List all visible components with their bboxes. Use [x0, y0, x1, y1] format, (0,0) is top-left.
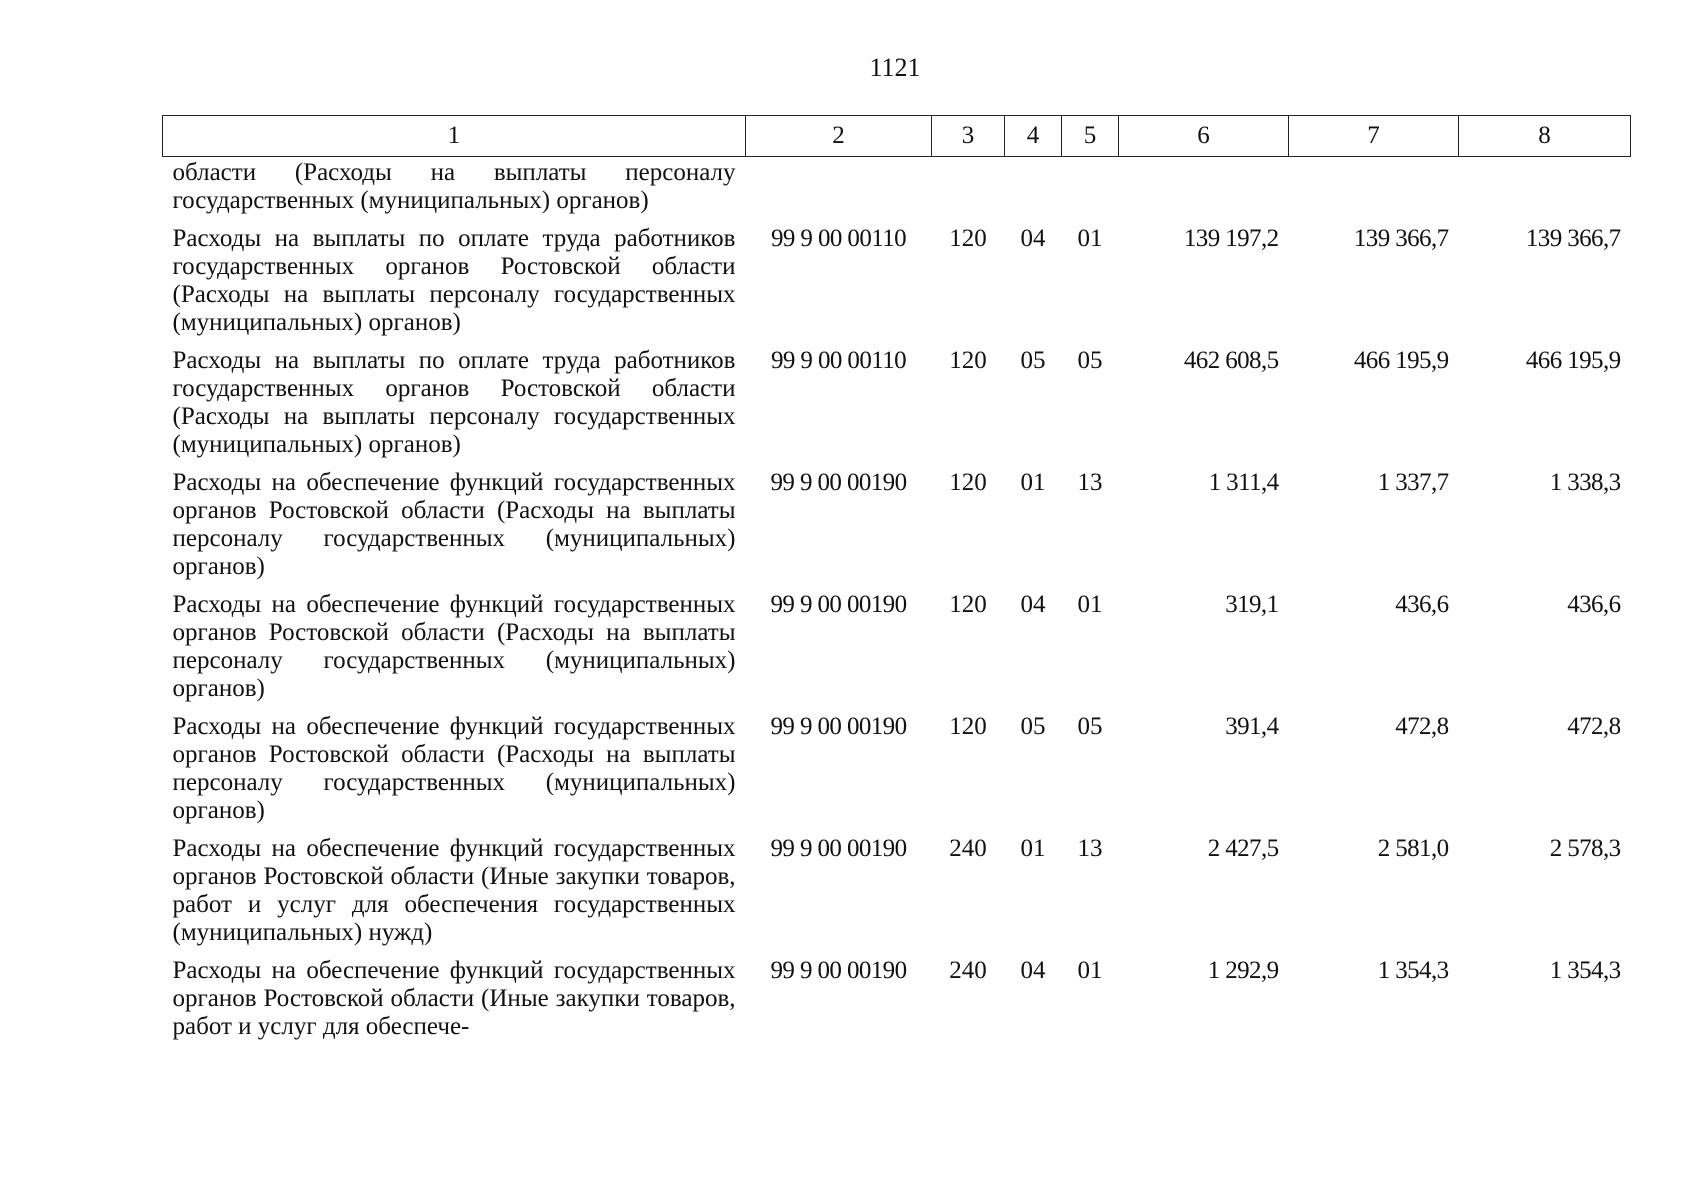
- table-row: [163, 703, 1631, 825]
- column-header-8: 8: [1459, 116, 1631, 157]
- row-col3: [932, 157, 1005, 216]
- row-col4: 05: [1020, 713, 1046, 740]
- row-value-6: 1 292,9: [1207, 957, 1279, 984]
- row-col3: 120: [949, 469, 987, 496]
- table-row: [163, 825, 1631, 947]
- row-description: Расходы на выплаты по оплате труда работников государственных органов Ростовской области (Расходы на выплаты персоналу государственных (муниципальных) органов): [172, 225, 736, 336]
- row-col3: 240: [949, 835, 987, 862]
- column-header-7: 7: [1289, 116, 1459, 157]
- row-value-7: 1 354,3: [1377, 957, 1449, 984]
- row-col5: [1062, 157, 1119, 216]
- row-description: Расходы на обеспечение функций государственных органов Ростовской области (Расходы на выплаты персоналу государственных (муниципальных) органов): [172, 591, 736, 702]
- row-code: 99 9 00 00190: [770, 591, 907, 618]
- row-col5: 01: [1077, 591, 1103, 618]
- row-code: 99 9 00 00110: [770, 225, 907, 252]
- row-description: Расходы на обеспечение функций государственных органов Ростовской области (Расходы на выплаты персоналу государственных (муниципальных) органов): [172, 713, 736, 824]
- row-description: Расходы на выплаты по оплате труда работников государственных органов Ростовской области (Расходы на выплаты персоналу государственных (муниципальных) органов): [172, 347, 736, 458]
- row-code: [746, 157, 932, 216]
- row-col4: [1005, 157, 1062, 216]
- row-col3: 120: [949, 591, 987, 618]
- row-col3: 120: [949, 713, 987, 740]
- row-code: 99 9 00 00110: [770, 347, 907, 374]
- column-header-5: 5: [1062, 116, 1119, 157]
- table-row: [163, 459, 1631, 581]
- row-value-8: 466 195,9: [1525, 347, 1621, 374]
- row-value-6: 319,1: [1225, 591, 1279, 618]
- row-value-7: 139 366,7: [1353, 225, 1449, 252]
- row-value-8: 472,8: [1567, 713, 1621, 740]
- row-col5: 13: [1077, 835, 1103, 862]
- row-value-6: 391,4: [1225, 713, 1279, 740]
- row-col5: 05: [1077, 347, 1103, 374]
- row-value-8: 2 578,3: [1549, 835, 1621, 862]
- row-value-8: 1 354,3: [1549, 957, 1621, 984]
- row-value-8: 139 366,7: [1525, 225, 1621, 252]
- column-header-2: 2: [746, 116, 932, 157]
- row-col5: 01: [1077, 225, 1103, 252]
- row-value-7: 1 337,7: [1377, 469, 1449, 496]
- row-col5: 05: [1077, 713, 1103, 740]
- row-col4: 01: [1020, 469, 1046, 496]
- row-value-6: 1 311,4: [1208, 469, 1279, 496]
- row-value-6: [1119, 157, 1289, 216]
- row-value-7: 472,8: [1395, 713, 1449, 740]
- row-col3: 120: [949, 347, 987, 374]
- column-header-1: 1: [163, 116, 746, 157]
- row-code: 99 9 00 00190: [770, 713, 907, 740]
- header-row: [163, 116, 1631, 157]
- column-header-3: 3: [932, 116, 1005, 157]
- table-row: [163, 337, 1631, 459]
- row-value-7: [1289, 157, 1459, 216]
- table-row: [163, 157, 1631, 216]
- row-col4: 04: [1020, 225, 1046, 252]
- row-col4: 05: [1020, 347, 1046, 374]
- row-col5: 13: [1077, 469, 1103, 496]
- row-description: Расходы на обеспечение функций государственных органов Ростовской области (Иные закупки товаров, работ и услуг для обеспече-: [172, 957, 736, 1040]
- row-code: 99 9 00 00190: [770, 469, 907, 496]
- row-value-8: [1459, 157, 1631, 216]
- row-value-7: 436,6: [1395, 591, 1449, 618]
- page-number: 1121: [869, 53, 921, 82]
- row-col4: 04: [1020, 957, 1046, 984]
- table-row: [163, 581, 1631, 703]
- row-value-6: 2 427,5: [1207, 835, 1279, 862]
- row-value-7: 466 195,9: [1353, 347, 1449, 374]
- row-code: 99 9 00 00190: [770, 957, 907, 984]
- column-header-4: 4: [1005, 116, 1062, 157]
- table-row: [163, 947, 1631, 1041]
- row-value-6: 462 608,5: [1183, 347, 1279, 374]
- table-row: [163, 215, 1631, 337]
- row-col3: 240: [949, 957, 987, 984]
- row-col5: 01: [1077, 957, 1103, 984]
- row-code: 99 9 00 00190: [770, 835, 907, 862]
- row-value-6: 139 197,2: [1183, 225, 1279, 252]
- row-value-7: 2 581,0: [1377, 835, 1449, 862]
- row-description: Расходы на обеспечение функций государственных органов Ростовской области (Иные закупки товаров, работ и услуг для обеспечения государственных (муниципальных) нужд): [172, 835, 736, 946]
- row-col4: 01: [1020, 835, 1046, 862]
- row-description: области (Расходы на выплаты персоналу государственных (муниципальных) органов): [172, 159, 736, 214]
- row-col3: 120: [949, 225, 987, 252]
- budget-table: [162, 115, 1631, 1041]
- row-value-8: 1 338,3: [1549, 469, 1621, 496]
- column-header-6: 6: [1119, 116, 1289, 157]
- row-description: Расходы на обеспечение функций государственных органов Ростовской области (Расходы на выплаты персоналу государственных (муниципальных) органов): [172, 469, 736, 580]
- row-col4: 04: [1020, 591, 1046, 618]
- row-value-8: 436,6: [1567, 591, 1621, 618]
